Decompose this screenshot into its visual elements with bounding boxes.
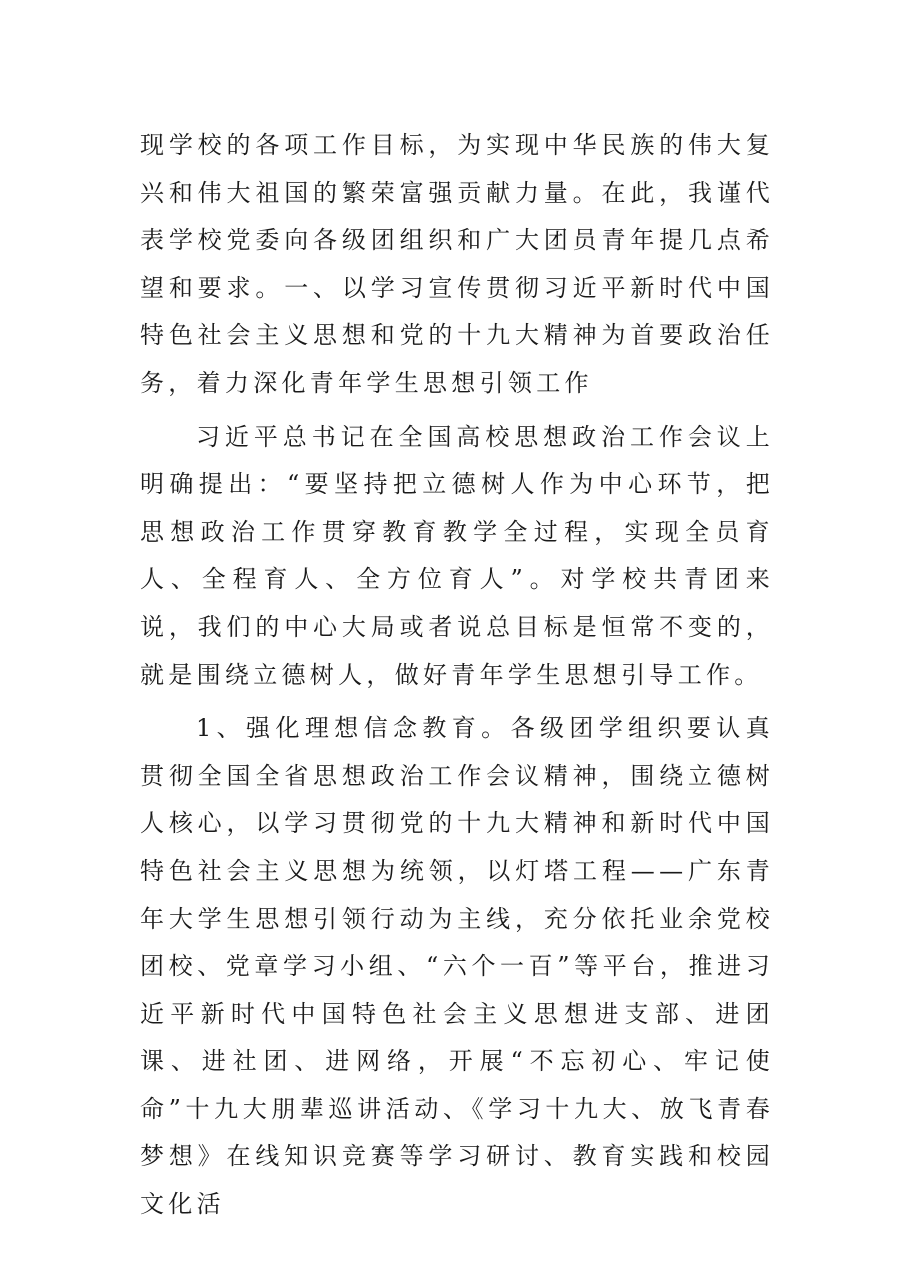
paragraph-continuation: 现学校的各项工作目标，为实现中华民族的伟大复兴和伟大祖国的繁荣富强贡献力量。在此，我谨代表学校党委向各级团组织和广大团员青年提几点希望和要求。一、以学习宣传贯彻习近平新时代中国特色社会主义思想和党的十九大精神为首要政治任务，着力深化青年学生思想引领工作 (140, 131, 774, 397)
document-body (140, 122, 774, 1229)
paragraph-ideal-belief-education: 1、强化理想信念教育。各级团学组织要认真贯彻全国全省思想政治工作会议精神，围绕立德树人核心，以学习贯彻党的十九大精神和新时代中国特色社会主义思想为统领，以灯塔工程——广东青年大学生思想引领行动为主线，充分依托业余党校团校、党章学习小组、“六个一百”等平台，推进习近平新时代中国特色社会主义思想进支部、进团课、进社团、进网络，开展“不忘初心、牢记使命”十九大朋辈巡讲活动、《学习十九大、放飞青春梦想》在线知识竞赛等学习研讨、教育实践和校园文化活 (140, 714, 774, 1219)
paragraph-xi-quote: 习近平总书记在全国高校思想政治工作会议上明确提出：“要坚持把立德树人作为中心环节，把思想政治工作贯穿教育教学全过程，实现全员育人、全程育人、全方位育人”。对学校共青团来说，我们的中心大局或者说总目标是恒常不变的，就是围绕立德树人，做好青年学生思想引导工作。 (140, 422, 774, 689)
